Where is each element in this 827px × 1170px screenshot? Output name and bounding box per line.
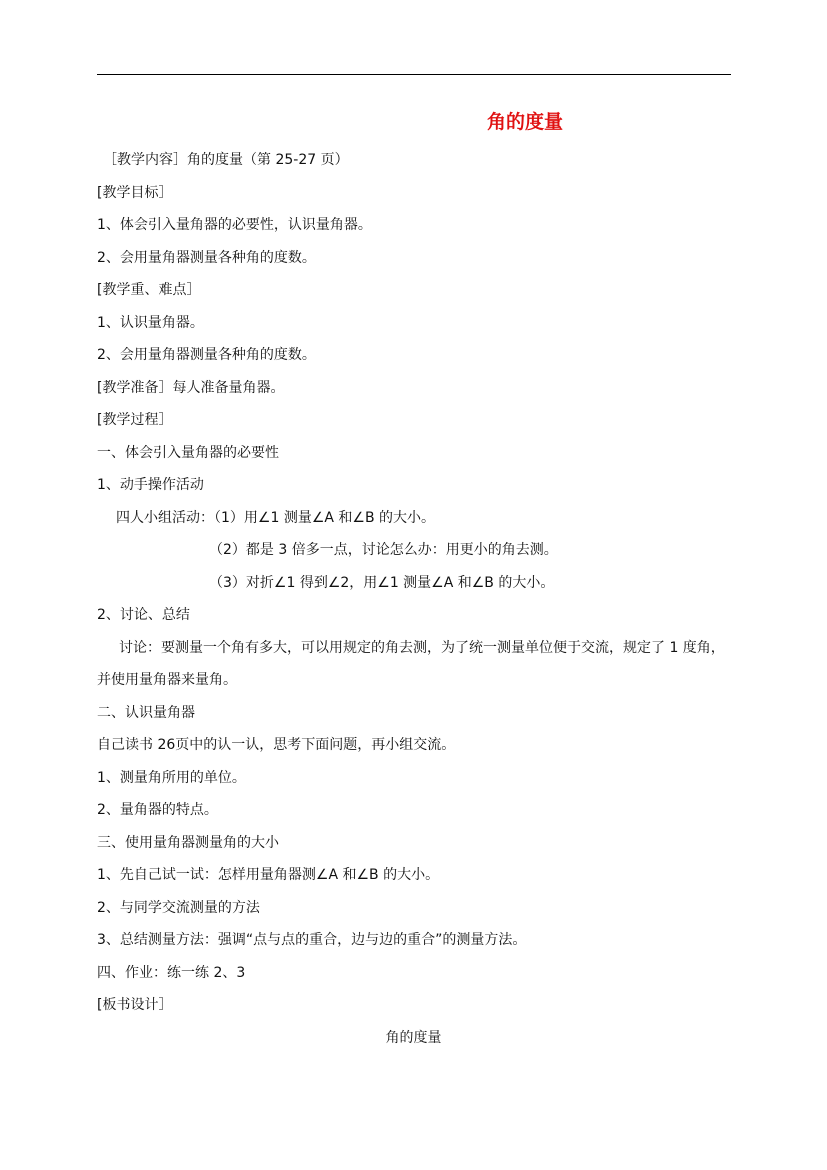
activity-step-1: 四人小组活动：（1）用∠1 测量∠A 和∠B 的大小。 xyxy=(116,510,435,526)
teaching-content: ［教学内容］角的度量（第 25-27 页） xyxy=(103,152,349,168)
header-rule xyxy=(97,74,731,75)
homework: 四、作业：练一练 2、3 xyxy=(97,965,246,981)
reading-task: 自己读书 26页中的认一认，思考下面问题，再小组交流。 xyxy=(97,737,456,753)
activity-step-2: （2）都是 3 倍多一点，讨论怎么办：用更小的角去测。 xyxy=(209,542,558,558)
measure-step-1: 1、先自己试一试：怎样用量角器测∠A 和∠B 的大小。 xyxy=(97,867,440,883)
teaching-goals-heading: [教学目标］ xyxy=(97,185,173,201)
question-1: 1、测量角所用的单位。 xyxy=(97,770,246,786)
discussion-heading: 2、讨论、总结 xyxy=(97,607,190,623)
key-point-1: 1、认识量角器。 xyxy=(97,315,204,331)
question-2: 2、量角器的特点。 xyxy=(97,802,218,818)
board-design-heading: [板书设计］ xyxy=(97,997,173,1013)
measure-step-3: 3、总结测量方法：强调“点与点的重合，边与边的重合”的测量方法。 xyxy=(97,932,527,948)
discussion-text-2: 并使用量角器来量角。 xyxy=(97,672,237,688)
preparation: [教学准备］每人准备量角器。 xyxy=(97,380,285,396)
section-3-heading: 三、使用量角器测量角的大小 xyxy=(97,835,279,851)
activity-heading: 1、动手操作活动 xyxy=(97,477,204,493)
board-design-title: 角的度量 xyxy=(385,1030,442,1046)
measure-step-2: 2、与同学交流测量的方法 xyxy=(97,900,260,916)
activity-step-3: （3）对折∠1 得到∠2，用∠1 测量∠A 和∠B 的大小。 xyxy=(209,575,555,591)
section-1-heading: 一、体会引入量角器的必要性 xyxy=(97,445,279,461)
process-heading: [教学过程］ xyxy=(97,412,173,428)
key-point-2: 2、会用量角器测量各种角的度数。 xyxy=(97,347,316,363)
page-title: 角的度量 xyxy=(487,111,564,133)
goal-1: 1、体会引入量角器的必要性，认识量角器。 xyxy=(97,217,372,233)
section-2-heading: 二、认识量角器 xyxy=(97,705,195,721)
key-points-heading: [教学重、难点］ xyxy=(97,282,201,298)
goal-2: 2、会用量角器测量各种角的度数。 xyxy=(97,250,316,266)
discussion-text-1: 讨论：要测量一个角有多大，可以用规定的角去测，为了统一测量单位便于交流，规定了 1 度角， xyxy=(119,640,725,656)
